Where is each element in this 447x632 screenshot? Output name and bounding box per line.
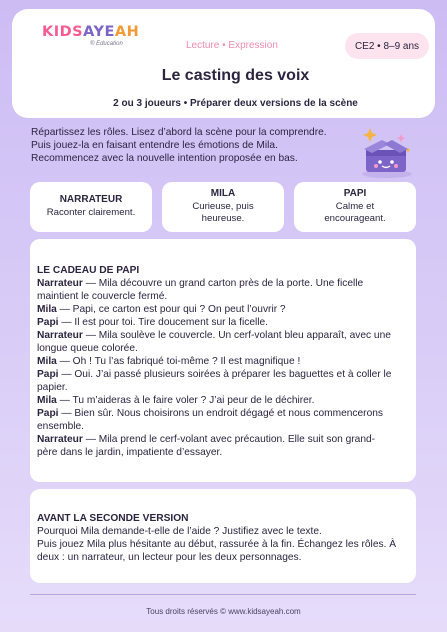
second-version-line: Pourquoi Mila demande-t-elle de l’aide ? Justifiez avec le texte. bbox=[37, 526, 322, 537]
speaker-name: Papi bbox=[37, 317, 59, 328]
role-card-narrateur bbox=[30, 182, 152, 232]
instruction-line: Puis jouez-la en faisant entendre les émotions de Mila. bbox=[31, 140, 278, 151]
dialogue-line bbox=[37, 433, 409, 459]
speaker-name: Narrateur bbox=[37, 434, 83, 445]
dialogue-line bbox=[37, 329, 409, 355]
header-card bbox=[12, 9, 435, 118]
dialogue-line bbox=[37, 394, 409, 407]
dialogue-text: — Tu m’aideras à le faire voler ? J’ai peur de le déchirer. bbox=[56, 395, 315, 406]
footer-divider bbox=[30, 594, 416, 595]
speaker-name: Papi bbox=[37, 408, 59, 419]
subject-label: Lecture • Expression bbox=[186, 40, 278, 51]
dialogue-line bbox=[37, 277, 409, 303]
dialogue-text: — Oui. J’ai passé plusieurs soirées à préparer les baguettes et à coller le bbox=[58, 369, 392, 380]
dialogue-line bbox=[37, 303, 409, 316]
dialogue-text: — Il est pour toi. Tire doucement sur la ficelle. bbox=[58, 317, 269, 328]
role-name: NARRATEUR bbox=[59, 194, 123, 205]
logo bbox=[42, 24, 152, 60]
page-subtitle: 2 ou 3 joueurs • Préparer deux versions de la scène bbox=[113, 98, 358, 109]
scene-text bbox=[37, 264, 409, 459]
instruction-line: Recommencez avec la nouvelle intention proposée en bas. bbox=[31, 153, 298, 164]
role-description: Calme et encourageant. bbox=[324, 201, 386, 224]
dialogue-text: papier. bbox=[37, 382, 68, 393]
dialogue-text: père dans le jardin, impatiente d’essayer. bbox=[37, 447, 223, 458]
second-version-card bbox=[30, 489, 416, 583]
dialogue-line bbox=[37, 407, 409, 433]
dialogue-text: — Papi, ce carton est pour qui ? On peut l’ouvrir ? bbox=[56, 304, 286, 315]
scene-card bbox=[30, 239, 416, 482]
dialogue-text: maintient le couvercle fermé. bbox=[37, 291, 168, 302]
dialogue-text: longue queue colorée. bbox=[37, 343, 138, 354]
second-version-line: Puis jouez Mila plus hésitante au début, rassurée à la fin. Échangez les rôles. À bbox=[37, 539, 397, 550]
page-title: Le casting des voix bbox=[161, 67, 310, 84]
speaker-name: Narrateur bbox=[37, 278, 83, 289]
dialogue-line bbox=[37, 316, 409, 329]
scene-heading: LE CADEAU DE PAPI bbox=[37, 265, 140, 276]
gift-box-icon bbox=[356, 122, 416, 182]
speaker-name: Mila bbox=[37, 395, 57, 406]
scene-lines bbox=[37, 277, 409, 459]
dialogue-text: ensemble. bbox=[37, 421, 85, 432]
dialogue-line bbox=[37, 355, 409, 368]
level-badge: CE2 • 8–9 ans bbox=[345, 33, 429, 59]
dialogue-text: — Mila soulève le couvercle. Un cerf-volant bleu apparaît, avec une bbox=[82, 330, 391, 341]
role-description: Curieuse, puis heureuse. bbox=[192, 201, 254, 224]
role-name: PAPI bbox=[343, 188, 367, 199]
speaker-name: Narrateur bbox=[37, 330, 83, 341]
instructions bbox=[31, 126, 351, 165]
dialogue-text: — Bien sûr. Nous choisirons un endroit dégagé et nous commencerons bbox=[58, 408, 383, 419]
dialogue-line bbox=[37, 368, 409, 394]
role-card-mila bbox=[162, 182, 284, 232]
second-version-heading: AVANT LA SECONDE VERSION bbox=[37, 513, 189, 524]
role-card-papi bbox=[294, 182, 416, 232]
role-description: Raconter clairement. bbox=[46, 207, 136, 218]
dialogue-text: — Oh ! Tu l’as fabriqué toi-même ? Il est magnifique ! bbox=[56, 356, 301, 367]
logo-subtitle: ® Education bbox=[90, 41, 123, 47]
second-version-text bbox=[37, 512, 413, 564]
speaker-name: Papi bbox=[37, 369, 59, 380]
second-version-line: deux : un narrateur, un lecteur pour les deux personnages. bbox=[37, 552, 302, 563]
dialogue-text: — Mila prend le cerf-volant avec précaution. Elle suit son grand- bbox=[82, 434, 376, 445]
role-name: MILA bbox=[210, 188, 236, 199]
footer-copyright: Tous droits réservés © www.kidsayeah.com bbox=[146, 607, 301, 616]
dialogue-text: — Mila découvre un grand carton près de la porte. Une ficelle bbox=[82, 278, 364, 289]
logo-text: KIDSAYEAH bbox=[42, 24, 140, 40]
speaker-name: Mila bbox=[37, 356, 57, 367]
speaker-name: Mila bbox=[37, 304, 57, 315]
instruction-line: Répartissez les rôles. Lisez d’abord la scène pour la comprendre. bbox=[31, 127, 327, 138]
